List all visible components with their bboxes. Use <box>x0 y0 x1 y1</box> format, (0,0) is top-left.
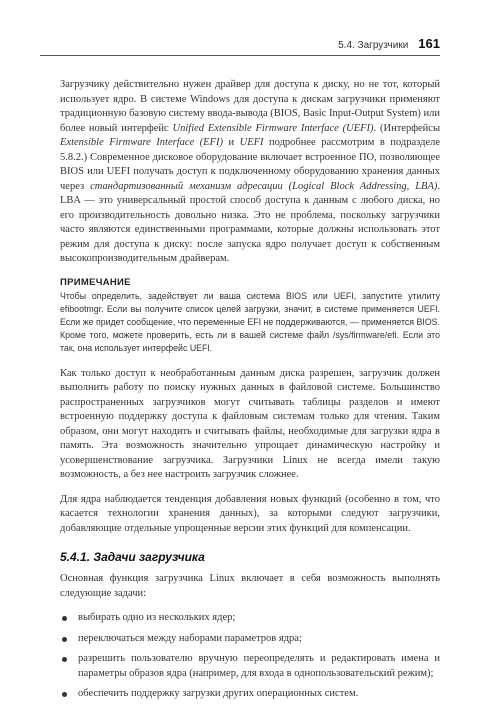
subsection-heading: 5.4.1. Задачи загрузчика <box>60 550 205 564</box>
paragraph-bootloader-drivers <box>60 78 440 267</box>
list-item-text: обеспечить поддержку загрузки других операционных систем. <box>78 688 359 699</box>
task-list <box>60 611 440 702</box>
section-title: 5.4. Загрузчики <box>338 40 409 51</box>
page-body <box>60 78 440 707</box>
list-item <box>60 687 440 702</box>
page-number: 161 <box>418 36 440 51</box>
list-item-text: разрешить пользователю вручную переопределять и редактировать имена и параметры образов ядра (например, для входа в однопользовательский режим); <box>78 653 440 679</box>
bullet-icon <box>62 637 67 642</box>
list-item <box>60 611 440 626</box>
text-run: . (Интерфейсы <box>373 122 441 134</box>
text-run: подробнее рассмотрим в подразделе 5.8.2.) Современное дисковое оборудование включает встроенное ПО, позволяющее BIOS или UEFI получать доступ к подключенному оборудованию хранения данных через <box>60 137 441 192</box>
list-item <box>60 652 440 681</box>
bullet-icon <box>62 657 67 662</box>
note-title: ПРИМЕЧАНИЕ <box>60 276 131 288</box>
term-efi: Extensible Firmware Interface (EFI) <box>60 137 224 148</box>
text-run: и <box>223 137 240 148</box>
note-text: Чтобы определить, задействует ли ваша система BIOS или UEFI, запустите утилиту efibootmgr. Если вы получите список целей загрузки, значит, в системе применяется UEFI. Если же придет сообщение, что переменные EFI не поддерживаются, — применяется BIOS. Кроме того, можете проверить, есть ли в вашей системе файл /sys/firmware/efi. Если это так, она использует интерфейс UEFI. <box>60 290 440 353</box>
list-item-text: переключаться между наборами параметров ядра; <box>78 632 302 644</box>
term-uefi: Unified Extensible Firmware Interface (UEFI) <box>172 122 374 134</box>
list-item <box>60 632 440 647</box>
bullet-icon <box>62 616 67 621</box>
text-run: Загрузчику действительно нужен драйвер для доступа к диску, но не тот, который использует ядро. В системе Windows для доступа к дискам загрузчики применяют традиционную базовую систему ввода-вывода (BIOS, Basic Input-Output System) или более новый интерфейс <box>60 79 440 134</box>
text-run: . LBA — это универсальный простой способ доступа к данным с любого диска, но его производительность довольно низка. Это не проблема, поскольку загрузчики часто являются единственными программами, которые должны использовать этот режим для доступа к диску: после запуска ядро получает доступ к собственным высокопроизводительным драйверам. <box>60 180 440 264</box>
paragraph-tasks-intro: Основная функция загрузчика Linux включает в себя возможность выполнять следующие задачи: <box>60 573 440 599</box>
note-box <box>60 277 440 355</box>
bullet-icon <box>62 692 67 697</box>
running-header <box>40 36 440 56</box>
term-uefi-short: UEFI <box>239 137 264 148</box>
paragraph-kernel-trend: Для ядра наблюдается тенденция добавления новых функций (особенно в том, что касается технологии хранения данных), за которыми следуют загрузчики, добавляющие отдельные упрощенные версии этих функций для компенсации. <box>60 493 440 534</box>
paragraph-filesystem-access: Как только доступ к необработанным данным диска разрешен, загрузчик должен выполнить работу по поиску нужных данных в файловой системе. Большинство распространенных загрузчиков могут считывать таблицы разделов и имеют встроенную поддержку доступа к файловым системам только для чтения. Таким образом, они могут находить и считывать файлы, необходимые для загрузки ядра в память. Эта возможность значительно упрощает динамическую настройку и усовершенствование загрузчика. Загрузчики Linux не всегда имели такую возможность, а без нее настроить загрузчик сложнее. <box>60 367 440 480</box>
term-lba: стандартизованный механизм адресации (Logical Block Addressing, LBA) <box>90 180 438 192</box>
list-item-text: выбирать одно из нескольких ядер; <box>78 612 236 623</box>
